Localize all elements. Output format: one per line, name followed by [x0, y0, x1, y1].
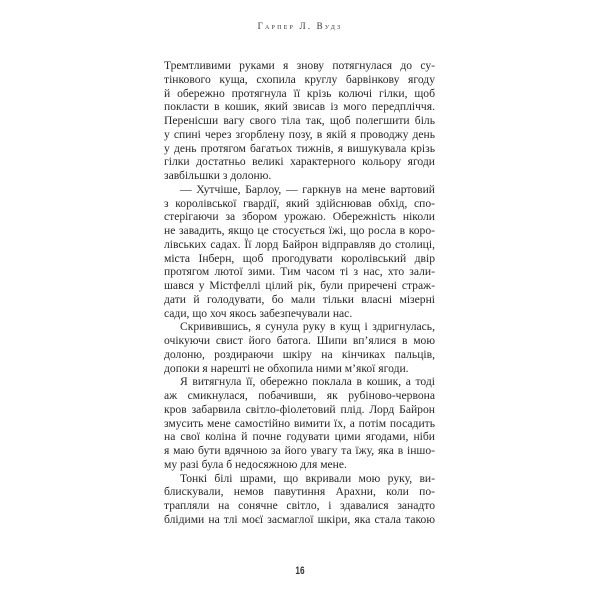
- text-line: долоню, роздираючи шкіру на кінчиках пальців,: [164, 347, 435, 361]
- text-line: дати й голодувати, бо мали тільки власні мізерні: [164, 292, 435, 306]
- page-number: 16: [295, 565, 305, 577]
- text-line: Тонкі білі шрами, що вкривали мою руку, ви-: [180, 471, 435, 485]
- text-line: не завадить, якщо це стосується їжі, що росла в коро-: [164, 224, 435, 237]
- text-line: допоки я нарешті не обхопила ними м’якої ягоди.: [164, 361, 409, 375]
- text-line: шався у Містфеллі цілий рік, були приречені страж-: [164, 279, 435, 292]
- text-line: лівських садах. Її лорд Байрон відправляв до столиці,: [164, 237, 435, 251]
- text-line: трапляли на сонячне світло, і здавалися занадто: [164, 499, 435, 512]
- text-line: я маю бути вдячною за його увагу та їжу, яка в іншо-: [164, 444, 435, 457]
- text-line: у спині через згорблену позу, в якій я проводжу день: [164, 127, 435, 141]
- text-line: гілки достатньо великі характерного кольору ягоди: [164, 155, 435, 169]
- text-line: — Хутчіше, Барлоу, — гаркнув на мене вартовий: [180, 182, 435, 196]
- text-line: завбільшки з долоню.: [164, 169, 272, 182]
- text-line: Перенісши вагу свого тіла так, щоб полегшити біль: [164, 114, 435, 127]
- text-line: Я витягнула її, обережно поклала в кошик, а тоді: [180, 375, 435, 389]
- body-text: [164, 59, 435, 527]
- text-line: тінкового куща, схопила круглу барвінкову ягоду: [164, 72, 435, 86]
- text-line: й обережно протягнула її крізь колючі гілки, щоб: [164, 86, 435, 100]
- text-line: Скривившись, я сунула руку в кущ і здригнулась,: [180, 320, 435, 334]
- text-line: міста Інберн, щоб прогодувати королівський двір: [164, 251, 435, 265]
- text-line: блідими на тлі моєї засмаглої шкіри, яка стала такою: [164, 512, 435, 526]
- text-line: кров забарвила світло-фіолетовий плід. Лорд Байрон: [164, 402, 435, 416]
- text-line: му разі була б недосяжною для мене.: [164, 457, 347, 471]
- text-line: сади, що хоч якось забезпечували нас.: [164, 306, 353, 320]
- text-line: на свої коліна й почне годувати цими ягодами, ніби: [164, 430, 435, 444]
- text-line: покласти в кошик, який звисав із мого передпліччя.: [164, 100, 435, 114]
- text-line: змусить мене самостійно вимити їх, а потім посадить: [164, 416, 435, 430]
- text-line: протягом лютої зими. Тим часом ті з нас, хто зали-: [164, 265, 435, 279]
- text-line: аж смикнулася, побачивши, як рубіново-червона: [164, 389, 435, 402]
- text-line: у день протягом багатьох тижнів, я вишукувала крізь: [164, 141, 435, 155]
- text-line: блискували, немов павутиння Арахни, коли по-: [164, 485, 435, 499]
- running-head: Гарпер Л. Вудз: [257, 21, 343, 31]
- text-line: стерігаючи за збором урожаю. Обережність ніколи: [164, 210, 435, 224]
- text-line: очікуючи свист його батога. Шипи вп’ялися в мою: [164, 334, 435, 347]
- text-line: з королівської гвардії, який здійснював обхід, спо-: [164, 196, 435, 210]
- text-line: Тремтливими руками я знову потягнулася до су-: [164, 59, 435, 72]
